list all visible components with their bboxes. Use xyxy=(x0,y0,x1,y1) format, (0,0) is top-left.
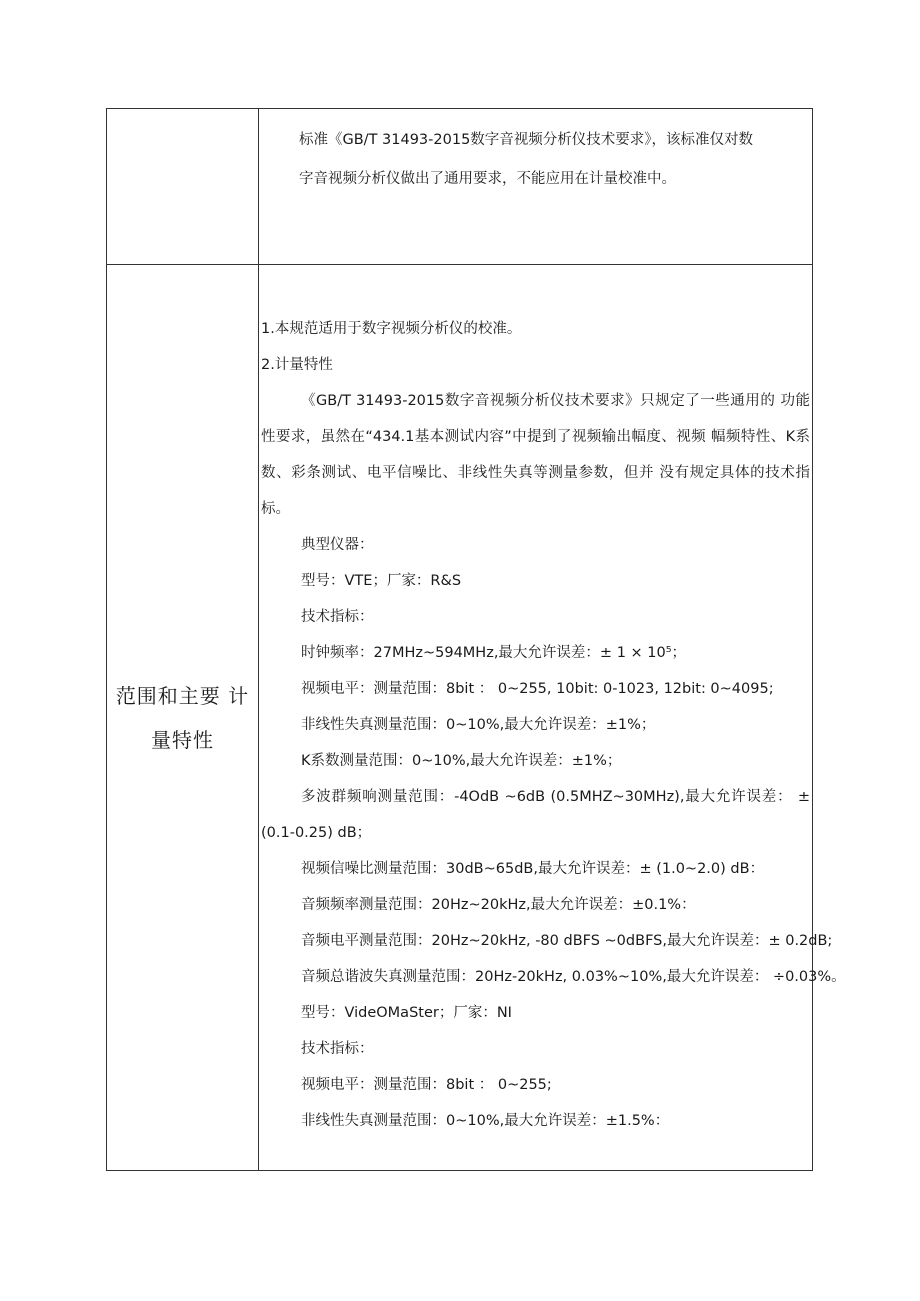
scope-line: 1.本规范适用于数字视频分析仪的校准。 xyxy=(261,321,522,337)
row1-line-2: 字音视频分析仪做出了通用要求，不能应用在计量校准中。 xyxy=(299,171,676,187)
row2-left-cell xyxy=(107,265,259,1171)
spec-table xyxy=(106,108,846,1171)
table-row xyxy=(107,109,813,265)
standard-paragraph: 《GB/T 31493-2015数字音视频分析仪技术要求》只规定了一些通用的 功能性要求，虽然在“434.1基本测试内容”中提到了视频输出幅度、视频 幅频特性、K系数、彩条测试、电平信噪比、非线性失真等测量参数，但并 没有规定具体的技术指标。 xyxy=(261,393,810,517)
model-videomaster-line: 型号：VideOMaSter；厂家：NI xyxy=(301,1005,512,1021)
clock-frequency-line: 时钟频率：27MHz~594MHz,最大允许误差：± 1 × 10⁵； xyxy=(301,645,687,661)
video-level-line-2: 视频电平：测量范围：8bit ： 0~255; xyxy=(301,1077,552,1093)
row2-right-cell xyxy=(259,265,846,1171)
multiburst-line: 多波群频响测量范围：-4OdB ~6dB (0.5MHZ~30MHz),最大允许误差： ± (0.1-0.25) dB； xyxy=(261,789,810,841)
k-factor-line: K系数测量范围：0~10%,最大允许误差：±1%； xyxy=(301,753,622,769)
typical-instrument-label: 典型仪器： xyxy=(301,537,374,553)
audio-frequency-line: 音频频率测量范围：20Hz~20kHz,最大允许误差：±0.1%： xyxy=(301,897,696,913)
row1-line-1: 标准《GB/T 31493-2015数字音视频分析仪技术要求》，该标准仅对数 xyxy=(299,132,754,148)
nonlinear-distortion-line-2: 非线性失真测量范围：0~10%,最大允许误差：±1.5%： xyxy=(301,1113,670,1129)
table-row xyxy=(107,265,813,1171)
tech-spec-label-2: 技术指标： xyxy=(301,1041,374,1057)
model-vte-line: 型号：VTE；厂家：R&S xyxy=(301,573,462,589)
video-snr-line: 视频信噪比测量范围：30dB~65dB,最大允许误差：± (1.0~2.0) dB： xyxy=(301,861,765,877)
row1-left-cell xyxy=(107,109,259,265)
nonlinear-distortion-line: 非线性失真测量范围：0~10%,最大允许误差：±1%； xyxy=(301,717,656,733)
video-level-line: 视频电平：测量范围：8bit ： 0~255, 10bit: 0-1023, 12bit: 0~4095; xyxy=(301,681,774,697)
section-title: 范围和主要 计量特性 xyxy=(115,683,250,752)
row1-right-cell xyxy=(259,109,813,265)
metrology-heading: 2.计量特性 xyxy=(261,357,333,373)
audio-level-line: 音频电平测量范围：20Hz~20kHz, -80 dBFS ~0dBFS,最大允许误差：± 0.2dB; xyxy=(301,933,833,949)
audio-thd-line: 音频总谐波失真测量范围：20Hz-20kHz, 0.03%~10%,最大允许误差： ÷0.03%。 xyxy=(301,969,846,985)
tech-spec-label: 技术指标： xyxy=(301,609,374,625)
